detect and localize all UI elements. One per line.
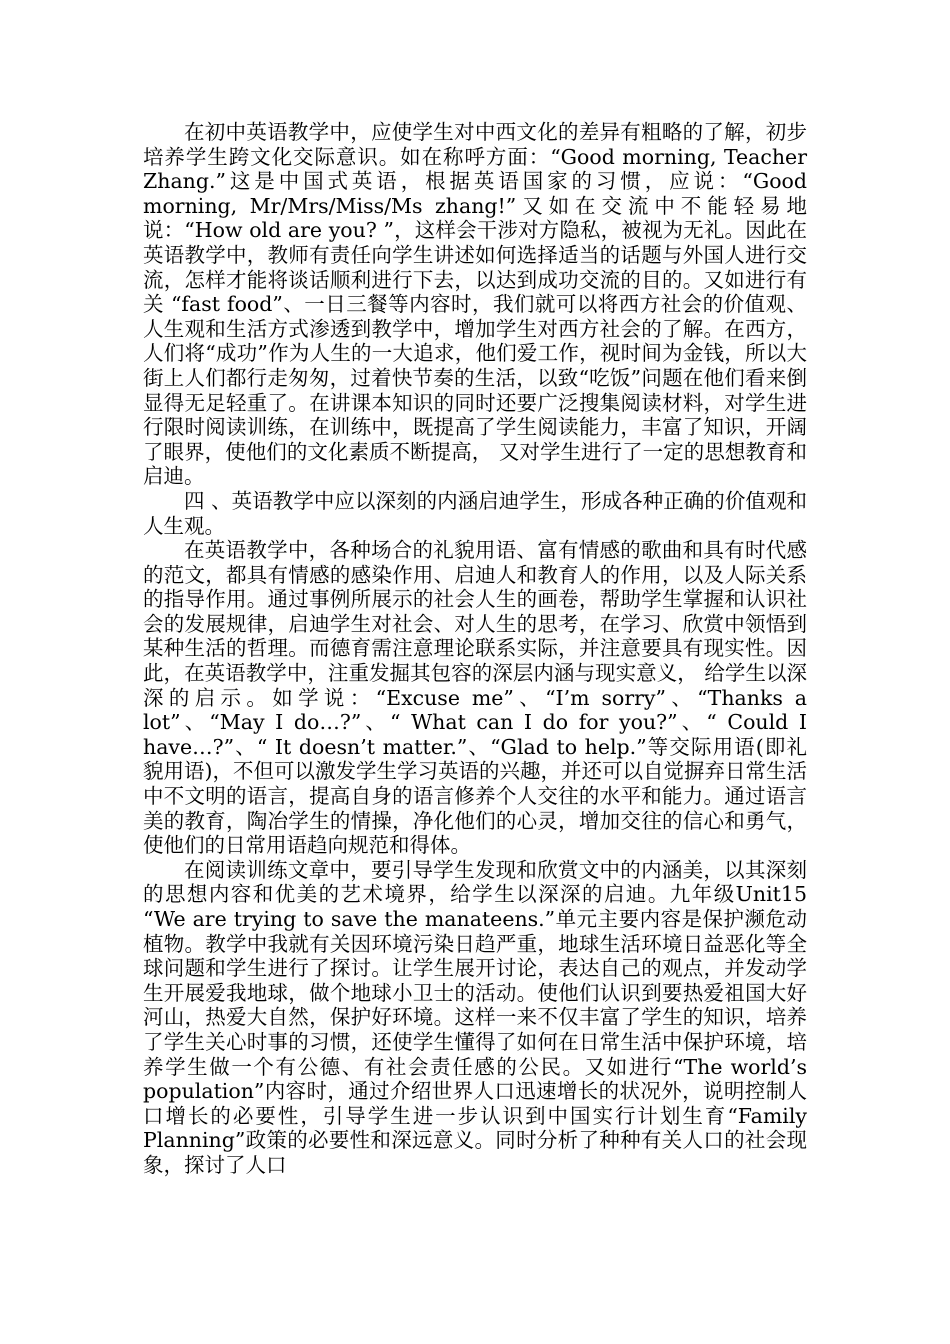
section-heading-four: 四 、英语教学中应以深刻的内涵启迪学生，形成各种正确的价值观和人生观。 [143, 488, 807, 538]
document-page [143, 120, 807, 1178]
paragraph-culture-awareness: 在初中英语教学中，应使学生对中西文化的差异有粗略的了解，初步培养学生跨文化交际意识。如在称呼方面：“Good morning, Teacher Zhang.”这是中国式英语，根据英语国家的习惯，应说：“Good morning, Mr/Mrs/Miss/Ms zhang!”又如在交流中不能轻易地说：“How old are you? ”，这样会干涉对方隐私，被视为无礼。因此在英语教学中，教师有责任向学生讲述如何选择适当的话题与外国人进行交流，怎样才能将谈话顺利进行下去，以达到成功交流的目的。又如进行有关 “fast food”、一日三餐等内容时，我们就可以将西方社会的价值观、人生观和生活方式渗透到教学中，增加学生对西方社会的了解。在西方，人们将“成功”作为人生的一大追求，他们爱工作，视时间为金钱，所以大街上人们都行走匆匆，过着快节奏的生活，以致“吃饭”问题在他们看来倒显得无足轻重了。在讲课本知识的同时还要广泛搜集阅读材料，对学生进行限时阅读训练，在训练中，既提高了学生阅读能力，丰富了知识，开阔了眼界，使他们的文化素质不断提高， 又对学生进行了一定的思想教育和启迪。 [143, 120, 807, 489]
paragraph-reading-training: 在阅读训练文章中，要引导学生发现和欣赏文中的内涵美，以其深刻的思想内容和优美的艺术境界，给学生以深深的启迪。九年级Unit15 “We are trying to save the manateens.”单元主要内容是保护濒危动植物。教学中我就有关因环境污染日趋严重，地球生活环境日益恶化等全球问题和学生进行了探讨。让学生展开讨论，表达自己的观点，并发动学生开展爱我地球，做个地球小卫士的活动。使他们认识到要热爱祖国大好河山，热爱大自然，保护好环境。这样一来不仅丰富了学生的知识，培养了学生关心时事的习惯，还使学生懂得了如何在日常生活中保护环境，培养学生做一个有公德、有社会责任感的公民。又如进行“The world’s population”内容时，通过介绍世界人口迅速增长的状况外，说明控制人口增长的必要性，引导学生进一步认识到中国实行计划生育“Family Planning”政策的必要性和深远意义。同时分析了种种有关人口的社会现象，探讨了人口 [143, 857, 807, 1177]
paragraph-polite-expressions: 在英语教学中，各种场合的礼貌用语、富有情感的歌曲和具有时代感的范文，都具有情感的感染作用、启迪人和教育人的作用，以及人际关系的指导作用。通过事例所展示的社会人生的画卷，帮助学生掌握和认识社会的发展规律，启迪学生对社会、对人生的思考，在学习、欣赏中领悟到某种生活的哲理。而德育需注意理论联系实际，并注意要具有现实性。因此，在英语教学中，注重发掘其包容的深层内涵与现实意义， 给学生以深深的启示。如学说：“Excuse me”、“I’m sorry”、“Thanks a lot”、“May I do…?”、“ What can I do for you?”、“ Could I have…?”、“ It doesn’t matter.”、“Glad to help.”等交际用语(即礼貌用语)，不但可以激发学生学习英语的兴趣，并还可以自觉摒弃日常生活中不文明的语言，提高自身的语言修养个人交往的水平和能力。通过语言美的教育，陶冶学生的情操，净化他们的心灵，增加交往的信心和勇气，使他们的日常用语趋向规范和得体。 [143, 538, 807, 858]
